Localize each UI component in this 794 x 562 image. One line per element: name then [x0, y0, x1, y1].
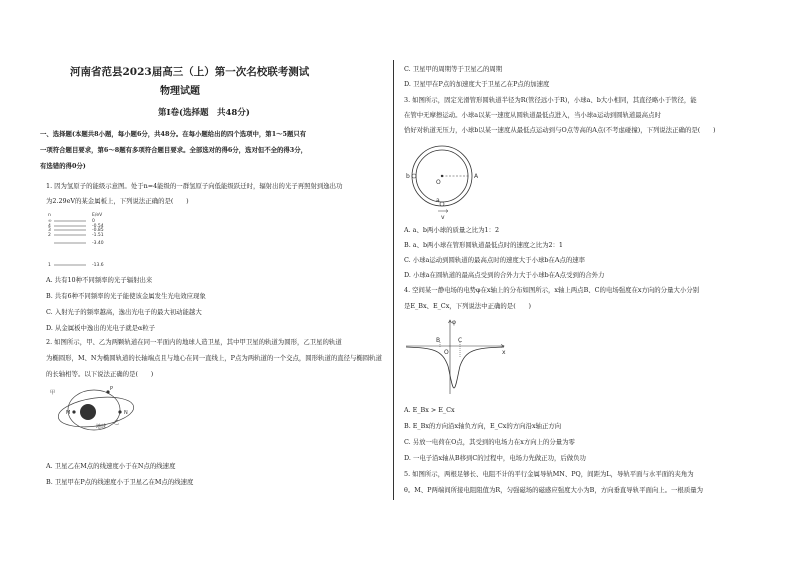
label-earth: 地球	[96, 424, 107, 430]
label-phi: φ	[452, 319, 456, 326]
q3-stem: 3. 如图所示，固定光滑管形圆轨道半径为R(管径远小于R)，小球a、b大小相同，其直径略小于管径，能	[404, 96, 697, 104]
q4-stem: 4. 空间某一静电场的电势φ在x轴上的分布如图所示，x轴上两点B、C的电场强度在x方向的分量大小分别	[404, 286, 700, 294]
q2-option: C. 卫星甲的周期等于卫星乙的周期	[404, 65, 503, 73]
label-jia: 甲	[50, 390, 56, 396]
q1-stem: 为2.29eV的某金属板上，下列说法正确的是( )	[46, 197, 189, 205]
q2-stem: 的长轴相等。以下说法正确的是( )	[46, 370, 154, 378]
q1-stem: 1. 因为氢原子的能级示意图。处于n=4能级的一群氢原子向低能级跃迁时，辐射出的光子再照射到逸出功	[46, 182, 343, 190]
q1-option: C. 入射光子的频率越高，逸出光电子的最大初动能越大	[46, 308, 202, 316]
level-n-header: n	[48, 213, 51, 218]
label-A: A	[474, 173, 479, 180]
part-heading: 第Ⅰ卷(选择题 共48分)	[158, 108, 250, 118]
label-b: b	[406, 173, 410, 180]
q4-option: A. E_Bx > E_Cx	[404, 406, 455, 414]
level-n: 3	[48, 228, 51, 233]
q3-option: B. a、b两小球在管形圆轨道最低点时的速度之比为2：1	[404, 241, 563, 249]
q4-option: C. 另放一电荷在O点，其受到的电场力在x方向上的分量为零	[404, 438, 575, 446]
instructions-line: 一项符合题目要求，第6～8题有多项符合题目要求。全部选对的得6分，选对但不全的得3分，	[40, 146, 308, 154]
label-yi: 乙	[114, 420, 120, 426]
q3-stem: 恰好对轨道无压力，小球b以某一速度从最低点运动到与O点等高的A点(不考虑碰撞)，下列说法正确的是( )	[404, 126, 716, 134]
ring-track-diagram	[406, 140, 496, 220]
q2-option: B. 卫星甲在P点的线速度小于卫星乙在M点的线速度	[46, 478, 194, 486]
level-e: -1.51	[92, 233, 104, 238]
label-C: C	[458, 337, 463, 344]
q2-option: A. 卫星乙在M点的线速度小于在N点的线速度	[46, 462, 176, 470]
q2-stem: 为椭圆形，M、N为椭圆轨道的长轴端点且与地心在同一直线上，P点为两轨道的一个交点，圆形轨道的直径与椭圆轨道	[46, 354, 382, 362]
column-divider	[393, 60, 394, 500]
level-n: 4	[48, 224, 51, 229]
level-e-header: E/eV	[92, 213, 103, 218]
label-M: M	[66, 410, 71, 416]
instructions-line: 一、选择题(本题共8小题，每小题6分，共48分。在每小题给出的四个选项中，第1～5题只有	[40, 130, 307, 138]
q4-option: D. 一电子沿x轴从B移到C的过程中，电场力先做正功，后做负功	[404, 454, 586, 462]
q1-option: B. 共有6种不同频率的光子能使该金属发生光电效应现象	[46, 292, 206, 300]
level-e: -0.54	[92, 224, 104, 229]
q5-stem: θ。M、P两端间所接电阻阻值为R，匀强磁场的磁感应强度大小为B，方向垂直导轨平面向上。一根质量为	[404, 486, 703, 494]
q5-stem: 5. 如图所示，两根足够长、电阻不计的平行金属导轨MN、PQ，间距为L，导轨平面与水平面的夹角为	[404, 470, 694, 478]
label-x: x	[502, 349, 506, 356]
label-P: P	[110, 386, 114, 392]
q2-stem: 2. 如图所示，甲、乙为两颗轨道在同一平面内的地球人造卫星，其中甲卫星的轨道为圆形，乙卫星的轨道	[46, 338, 342, 346]
orbit-diagram	[46, 382, 146, 438]
q3-option: D. 小球a在圆轨道的最高点受到的合外力大于小球b在A点受到的合外力	[404, 271, 605, 279]
label-a: a	[436, 197, 440, 204]
q3-option: C. 小球a运动到圆轨道的最高点时的速度大于小球b在A点的速率	[404, 256, 586, 264]
label-N: N	[124, 410, 128, 416]
instructions-line: 有选错的得0分)	[40, 162, 86, 170]
level-n: 1	[48, 263, 51, 268]
level-e: -3.40	[92, 241, 104, 246]
level-e: -0.85	[92, 228, 104, 233]
q1-option: A. 共有10种不同频率的光子辐射出来	[46, 276, 153, 284]
q2-option: D. 卫星甲在P点的加速度大于卫星乙在P点的加速度	[404, 80, 550, 88]
label-v: v	[441, 214, 445, 220]
q4-stem: 是E_Bx、E_Cx，下列说法中正确的是( )	[404, 302, 531, 310]
label-O: O	[436, 179, 441, 186]
q3-stem: 在管中无摩擦运动。小球a以某一速度从圆轨道最低点进入，当小球a运动到圆轨道最高点时	[404, 111, 661, 119]
level-n: 2	[48, 233, 51, 238]
exam-title: 河南省范县2023届高三（上）第一次名校联考测试	[70, 66, 310, 78]
q1-option: D. 从金属板中逸出的光电子就是α粒子	[46, 324, 156, 332]
label-B: B	[436, 337, 441, 344]
level-n: ∞	[48, 219, 52, 224]
q4-option: B. E_Bx的方向沿x轴负方向，E_Cx的方向沿x轴正方向	[404, 422, 562, 430]
q3-option: A. a、b两小球的质量之比为1：2	[404, 226, 500, 234]
label-O: O	[444, 349, 449, 356]
potential-graph	[404, 316, 514, 396]
energy-level-diagram	[46, 210, 136, 270]
level-e: 0	[92, 219, 95, 224]
level-e: -13.6	[92, 263, 104, 268]
exam-subtitle: 物理试题	[160, 86, 200, 97]
